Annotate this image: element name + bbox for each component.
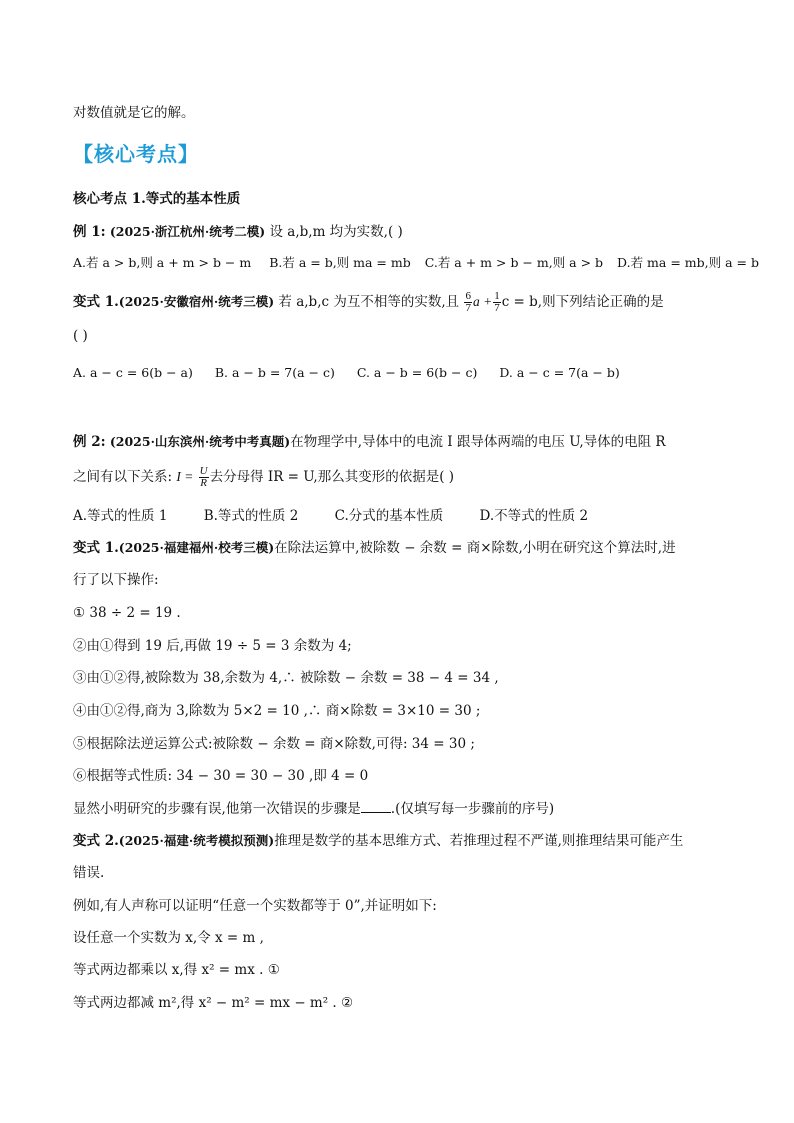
source-tag: (2025·福建·统考模拟预测) bbox=[118, 833, 275, 848]
question-text: 若 a,b,c 为互不相等的实数,且 bbox=[278, 294, 460, 310]
example-1-stem bbox=[73, 223, 403, 241]
question-text: c = b,则下列结论正确的是 bbox=[501, 294, 664, 310]
step-4: ④由①②得,商为 3,除数为 5×2 = 10 ,∴ 商×除数 = 3×10 = 30 ; bbox=[73, 703, 481, 719]
variant-label: 变式 1. bbox=[73, 540, 119, 556]
option-a: A. a − c = 6(b − a) bbox=[73, 365, 193, 380]
fraction-denominator: R bbox=[200, 477, 207, 489]
section-title: 【核心考点】 bbox=[73, 142, 199, 166]
option-a: A.若 a > b,则 a + m > b − m bbox=[73, 255, 252, 270]
math-text: I = bbox=[176, 469, 194, 484]
variant-label: 变式 1. bbox=[73, 294, 119, 310]
question-text: 设 a,b,m 均为实数,( ) bbox=[269, 224, 403, 240]
step-1: ① 38 ÷ 2 = 19 . bbox=[73, 605, 181, 621]
question-text: 去分母得 IR = U,那么其变形的依据是( ) bbox=[209, 469, 455, 485]
key-point-title: 核心考点 1.等式的基本性质 bbox=[73, 191, 241, 207]
answer-paren: ( ) bbox=[73, 328, 88, 344]
question-text: .(仅填写每一步骤前的序号) bbox=[390, 801, 555, 817]
fraction bbox=[493, 291, 501, 314]
variant-1-options bbox=[73, 364, 620, 382]
option-d: D. a − c = 7(a − b) bbox=[499, 365, 620, 380]
variant-1b-stem bbox=[73, 539, 676, 557]
math-text: a + bbox=[472, 294, 493, 309]
variant-2-stem bbox=[73, 832, 683, 850]
step-6: ⑥根据等式性质: 34 − 30 = 30 − 30 ,即 4 = 0 bbox=[73, 768, 369, 784]
option-b: B.若 a = b,则 ma = mb bbox=[269, 255, 411, 270]
example-1-options bbox=[73, 254, 759, 272]
intro-line: 对数值就是它的解。 bbox=[73, 105, 195, 121]
example-2-stem-cont bbox=[73, 466, 454, 489]
variant-2-stem-cont: 错误. bbox=[73, 865, 105, 881]
source-tag: (2025·福建福州·校考三模) bbox=[118, 540, 275, 555]
question-text: 显然小明研究的步骤有误,他第一次错误的步骤是 bbox=[73, 801, 361, 817]
example-label: 例 2: bbox=[73, 434, 106, 450]
option-b: B.等式的性质 2 bbox=[203, 508, 299, 524]
variant-1-stem bbox=[73, 291, 664, 314]
fraction bbox=[199, 466, 209, 489]
step-3: ③由①②得,被除数为 38,余数为 4,∴ 被除数 − 余数 = 38 − 4 = 34 , bbox=[73, 670, 499, 686]
question-text: 在物理学中,导体中的电流 I 跟导体两端的电压 U,导体的电阻 R bbox=[290, 434, 666, 450]
example-2-stem bbox=[73, 433, 666, 451]
variant-1b-stem-cont: 行了以下操作: bbox=[73, 572, 159, 588]
option-d: D.若 ma = mb,则 a = b bbox=[617, 255, 759, 270]
question-text: 在除法运算中,被除数 − 余数 = 商×除数,小明在研究这个算法时,进 bbox=[274, 540, 676, 556]
option-c: C.分式的基本性质 bbox=[334, 508, 444, 524]
option-d: D.不等式的性质 2 bbox=[479, 508, 589, 524]
step-5: ⑤根据除法逆运算公式:被除数 − 余数 = 商×除数,可得: 34 = 30 ; bbox=[73, 736, 475, 752]
example-2-options bbox=[73, 507, 588, 525]
fraction-numerator: 6 bbox=[465, 290, 471, 302]
option-a: A.等式的性质 1 bbox=[73, 508, 168, 524]
step-2: ②由①得到 19 后,再做 19 ÷ 5 = 3 余数为 4; bbox=[73, 638, 352, 654]
option-b: B. a − b = 7(a − c) bbox=[214, 365, 335, 380]
source-tag: (2025·浙江杭州·统考二模) bbox=[109, 224, 266, 239]
source-tag: (2025·山东滨州·统考中考真题) bbox=[109, 434, 291, 449]
option-c: C. a − b = 6(b − c) bbox=[356, 365, 478, 380]
fraction-numerator: U bbox=[199, 465, 208, 477]
example-label: 例 1: bbox=[73, 224, 106, 240]
option-c: C.若 a + m > b − m,则 a > b bbox=[424, 255, 604, 270]
answer-blank[interactable] bbox=[361, 800, 391, 813]
variant-label: 变式 2. bbox=[73, 833, 119, 849]
question-text: 之间有以下关系: bbox=[73, 469, 173, 485]
variant-2-line-6: 等式两边都减 m²,得 x² − m² = mx − m² . ② bbox=[73, 995, 354, 1011]
variant-1b-question bbox=[73, 800, 554, 818]
variant-2-line-4: 设任意一个实数为 x,令 x = m , bbox=[73, 930, 264, 946]
fraction bbox=[464, 291, 472, 314]
variant-2-line-3: 例如,有人声称可以证明“任意一个实数都等于 0”,并证明如下: bbox=[73, 898, 437, 914]
source-tag: (2025·安徽宿州·统考三模) bbox=[118, 294, 275, 309]
variant-2-line-5: 等式两边都乘以 x,得 x² = mx . ① bbox=[73, 962, 280, 978]
fraction-numerator: 1 bbox=[494, 290, 500, 302]
fraction-denominator: 7 bbox=[494, 302, 500, 314]
question-text: 推理是数学的基本思维方式、若推理过程不严谨,则推理结果可能产生 bbox=[274, 833, 684, 849]
fraction-denominator: 7 bbox=[465, 302, 471, 314]
